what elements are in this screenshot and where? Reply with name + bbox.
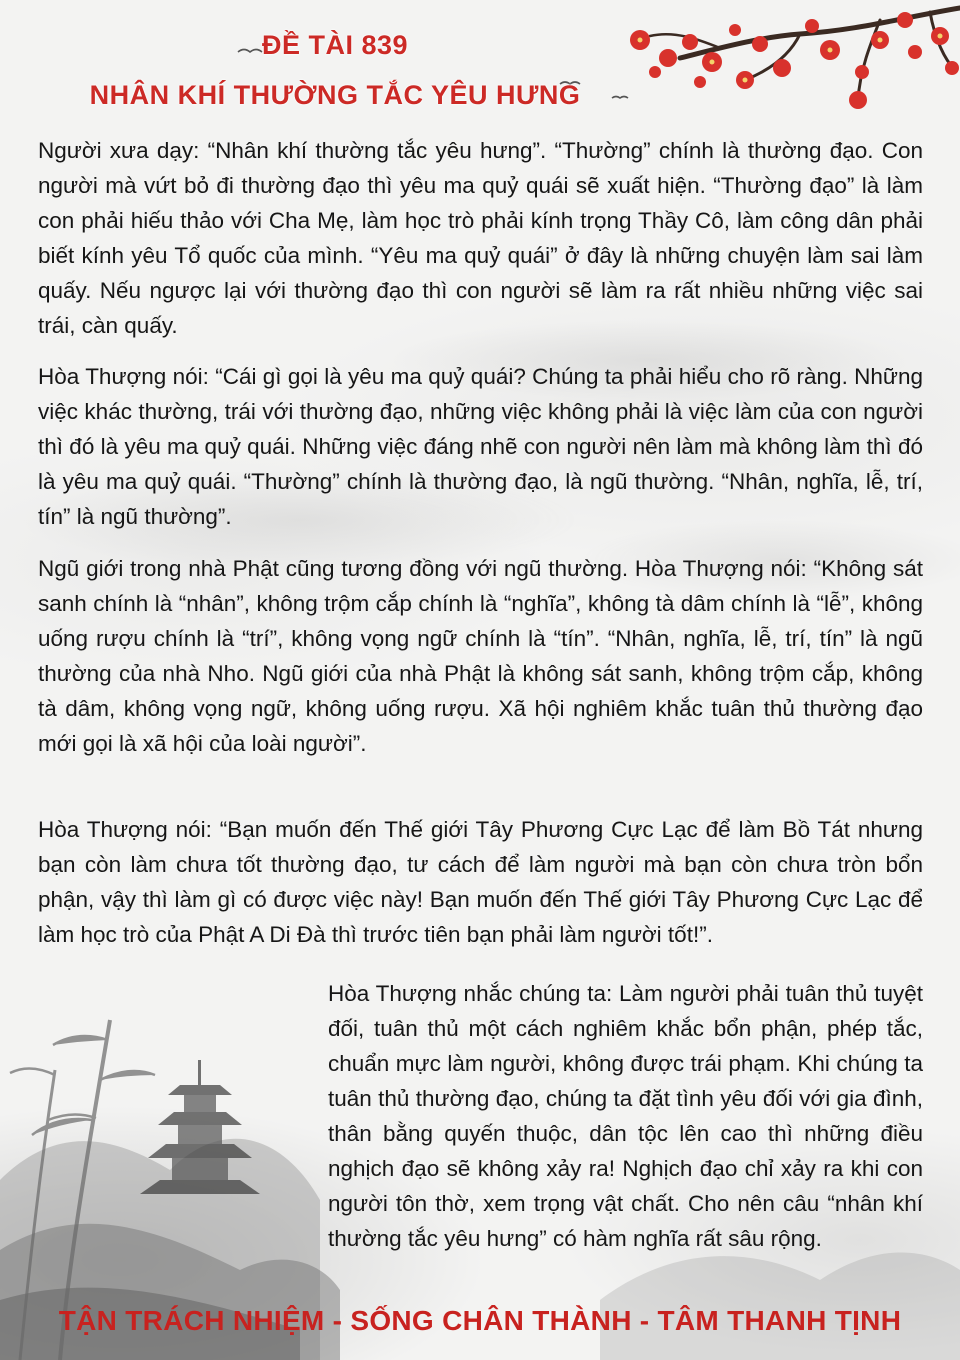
topic-main-title: NHÂN KHÍ THƯỜNG TẮC YÊU HƯNG	[89, 80, 581, 110]
pagoda-icon	[140, 1060, 260, 1194]
paragraph-4: Hòa Thượng nói: “Bạn muốn đến Thế giới Tây Phương Cực Lạc để làm Bồ Tát nhưng bạn còn làm chưa tốt thường đạo, tư cách để làm người mà bạn còn chưa tròn bổn phận, vậy thì làm gì có được việc này! Bạn muốn đến Thế giới Tây Phương Cực Lạc để làm học trò của Phật A Di Đà thì trước tiên bạn phải làm người tốt!”.	[38, 817, 923, 947]
paragraph-1: Người xưa dạy: “Nhân khí thường tắc yêu hưng”. “Thường” chính là thường đạo. Con người mà vứt bỏ đi thường đạo thì yêu ma quỷ quái sẽ xuất hiện. “Thường đạo” là làm con phải hiếu thảo với Cha Mẹ, làm học trò phải kính trọng Thầy Cô, làm công dân phải biết kính yêu Tổ quốc của mình. “Yêu ma quỷ quái” ở đây là những chuyện làm sai làm quấy. Nếu ngược lại với thường đạo thì con người sẽ làm ra rất nhiều những việc sai trái, càn quấy.	[38, 138, 923, 338]
paragraph-3: Ngũ giới trong nhà Phật cũng tương đồng với ngũ thường. Hòa Thượng nói: “Không sát sanh chính là “nhân”, không trộm cắp chính là “nghĩa”, không tà dâm chính là “lễ”, không uống rượu chính là “trí”, không vọng ngữ chính là “tín”. “Nhân, nghĩa, lễ, trí, tín” là ngũ thường của nhà Nho. Ngũ giới của nhà Phật là không sát sanh, không trộm cắp, không tà dâm, không vọng ngữ, không uống rượu. Xã hội nghiêm khắc tuân thủ thường đạo mới gọi là xã hội của loài người”.	[38, 556, 923, 756]
paragraph-2: Hòa Thượng nói: “Cái gì gọi là yêu ma quỷ quái? Chúng ta phải hiểu cho rõ ràng. Những việc khác thường, trái với thường đạo, những việc không phải là việc làm của con người thì đó là yêu ma quỷ quái. Những việc đáng nhẽ con người nên làm mà không làm thì đó là yêu ma quỷ quái. “Thường” chính là thường đạo, là ngũ thường. “Nhân, nghĩa, lễ, trí, tín” là ngũ thường”.	[38, 364, 923, 529]
topic-number-title: ĐỀ TÀI 839	[261, 30, 409, 60]
paragraph-5: Hòa Thượng nhắc chúng ta: Làm người phải tuân thủ tuyệt đối, tuân thủ một cách nghiêm khắc bổn phận, phép tắc, chuẩn mực làm người, không được trái phạm. Khi chúng ta tuân thủ thường đạo, chúng ta đặt tình yêu đối với gia đình, thân bằng quyến thuộc, dân tộc lên cao thì những điều nghịch đạo sẽ không xảy ra! Nghịch đạo chỉ xảy ra khi con người tôn thờ, xem trọng vật chất. Cho nên câu “nhân khí thường tắc yêu hưng” có hàm nghĩa rất sâu rộng.	[328, 981, 923, 1251]
footer-slogan: TẬN TRÁCH NHIỆM - SỐNG CHÂN THÀNH - TÂM THANH TỊNH	[58, 1305, 902, 1336]
plum-blossom-branch-icon	[630, 8, 960, 109]
